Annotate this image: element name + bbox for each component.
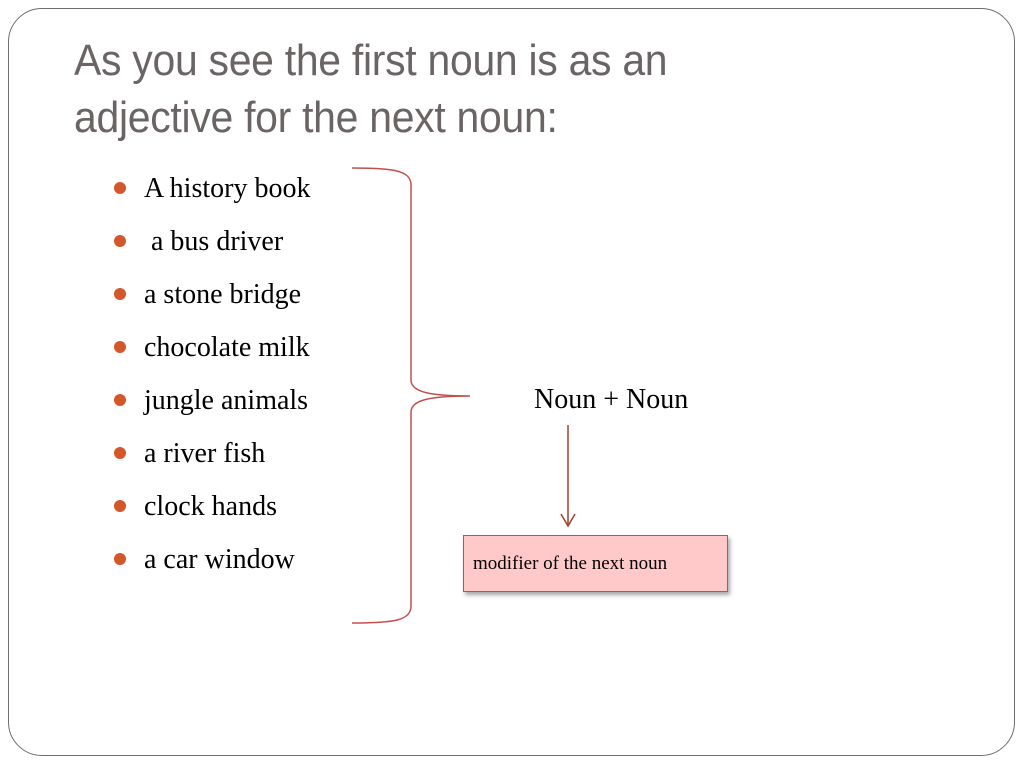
example-text: clock hands [144, 491, 277, 522]
example-text: a car window [144, 544, 295, 575]
list-item [114, 541, 310, 594]
slide-title [74, 32, 892, 146]
formula-noun-noun: Noun + Noun [534, 384, 689, 415]
example-text: A history book [144, 173, 311, 204]
example-text: a bus driver [144, 226, 284, 257]
modifier-label: modifier of the next noun [473, 553, 668, 574]
list-item [114, 382, 310, 435]
list-item [114, 170, 310, 223]
modifier-callout [463, 535, 728, 592]
bullet-icon [114, 235, 126, 247]
bullet-icon [114, 288, 126, 300]
list-item [114, 276, 310, 329]
example-text: jungle animals [144, 385, 309, 416]
example-text: a stone bridge [144, 279, 302, 310]
example-text: a river fish [144, 438, 266, 469]
example-text: chocolate milk [144, 332, 310, 363]
title-line-2: adjective for the next noun: [74, 93, 558, 142]
bullet-icon [114, 553, 126, 565]
bullet-icon [114, 182, 126, 194]
list-item [114, 223, 310, 276]
title-line-1: As you see the first noun is as an [74, 36, 668, 85]
example-list [114, 170, 310, 594]
list-item [114, 435, 310, 488]
list-item [114, 488, 310, 541]
list-item [114, 329, 310, 382]
bullet-icon [114, 500, 126, 512]
bullet-icon [114, 341, 126, 353]
bullet-icon [114, 394, 126, 406]
bullet-icon [114, 447, 126, 459]
